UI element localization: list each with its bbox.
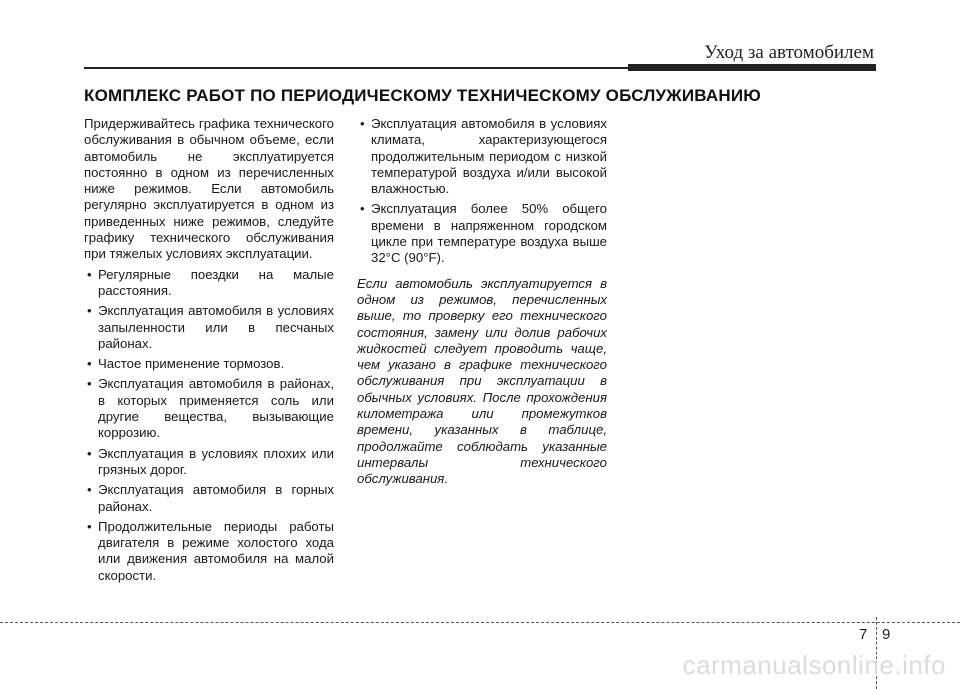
maintenance-note: Если автомобиль эксплуатируется в одном из режимов, перечисленных выше, то проверку его технического состояния, замену или долив рабочих жидкостей следует проводить чаще, чем указано в графике технического обслуживания при эксплуатации в обычных условиях. После прохождения километража или промежутков времени, указанных в таблице, продолжайте соблюдать указанные интервалы технического обслуживания. bbox=[357, 275, 607, 487]
page-header-title: Уход за автомобилем bbox=[704, 42, 874, 63]
list-item bbox=[84, 267, 334, 300]
list-item-text: Эксплуатация автомобиля в районах, в которых применяется соль или другие вещества, вызывающие коррозию. bbox=[98, 376, 334, 441]
header-rule-thick bbox=[628, 64, 876, 71]
left-bullet-list bbox=[84, 267, 334, 584]
list-item-text: Эксплуатация более 50% общего времени в напряженном городском цикле при температуре воздуха выше 32°C (90°F). bbox=[371, 201, 607, 266]
right-column bbox=[357, 116, 607, 501]
header-rule-thin bbox=[84, 67, 628, 69]
bullet-icon: • bbox=[87, 266, 92, 282]
bullet-icon: • bbox=[360, 201, 365, 217]
bullet-icon: • bbox=[87, 356, 92, 372]
list-item bbox=[84, 356, 334, 372]
chapter-number: 7 bbox=[859, 626, 868, 643]
footer-dashed-line bbox=[0, 622, 960, 623]
list-item-text: Эксплуатация автомобиля в горных районах. bbox=[98, 482, 334, 514]
bullet-icon: • bbox=[87, 303, 92, 319]
page-number: 9 bbox=[882, 626, 891, 643]
bullet-icon: • bbox=[87, 518, 92, 534]
list-item-text: Эксплуатация в условиях плохих или грязных дорог. bbox=[98, 445, 334, 477]
intro-paragraph: Придерживайтесь графика технического обслуживания в обычном объеме, если автомобиль не эксплуатируется постоянно в одном из перечисленных ниже режимов. Если автомобиль регулярно эксплуатируется в одном из приведенных ниже режимов, следуйте графику технического обслуживания при тяжелых условиях эксплуатации. bbox=[84, 116, 334, 262]
bullet-icon: • bbox=[87, 445, 92, 461]
watermark: carmanualsonline.info bbox=[682, 650, 946, 680]
list-item bbox=[84, 446, 334, 479]
list-item bbox=[84, 519, 334, 584]
bullet-icon: • bbox=[87, 376, 92, 392]
list-item bbox=[357, 116, 607, 197]
list-item bbox=[357, 201, 607, 266]
list-item-text: Регулярные поездки на малые расстояния. bbox=[98, 266, 334, 298]
list-item-text: Продолжительные периоды работы двигателя в режиме холостого хода или движения автомобиля на малой скорости. bbox=[98, 518, 334, 583]
list-item bbox=[84, 303, 334, 352]
right-bullet-list bbox=[357, 116, 607, 267]
list-item-text: Частое применение тормозов. bbox=[98, 356, 285, 372]
bullet-icon: • bbox=[87, 482, 92, 498]
left-column bbox=[84, 116, 334, 588]
list-item bbox=[84, 482, 334, 515]
bullet-icon: • bbox=[360, 116, 365, 131]
section-heading: КОМПЛЕКС РАБОТ ПО ПЕРИОДИЧЕСКОМУ ТЕХНИЧЕСКОМУ ОБСЛУЖИВАНИЮ bbox=[84, 86, 761, 105]
list-item-text: Эксплуатация автомобиля в условиях климата, характеризующегося продолжительным периодом с низкой температурой воздуха и/или высокой влажностью. bbox=[371, 116, 607, 197]
list-item bbox=[84, 376, 334, 441]
list-item-text: Эксплуатация автомобиля в условиях запыленности или в песчаных районах. bbox=[98, 303, 334, 351]
